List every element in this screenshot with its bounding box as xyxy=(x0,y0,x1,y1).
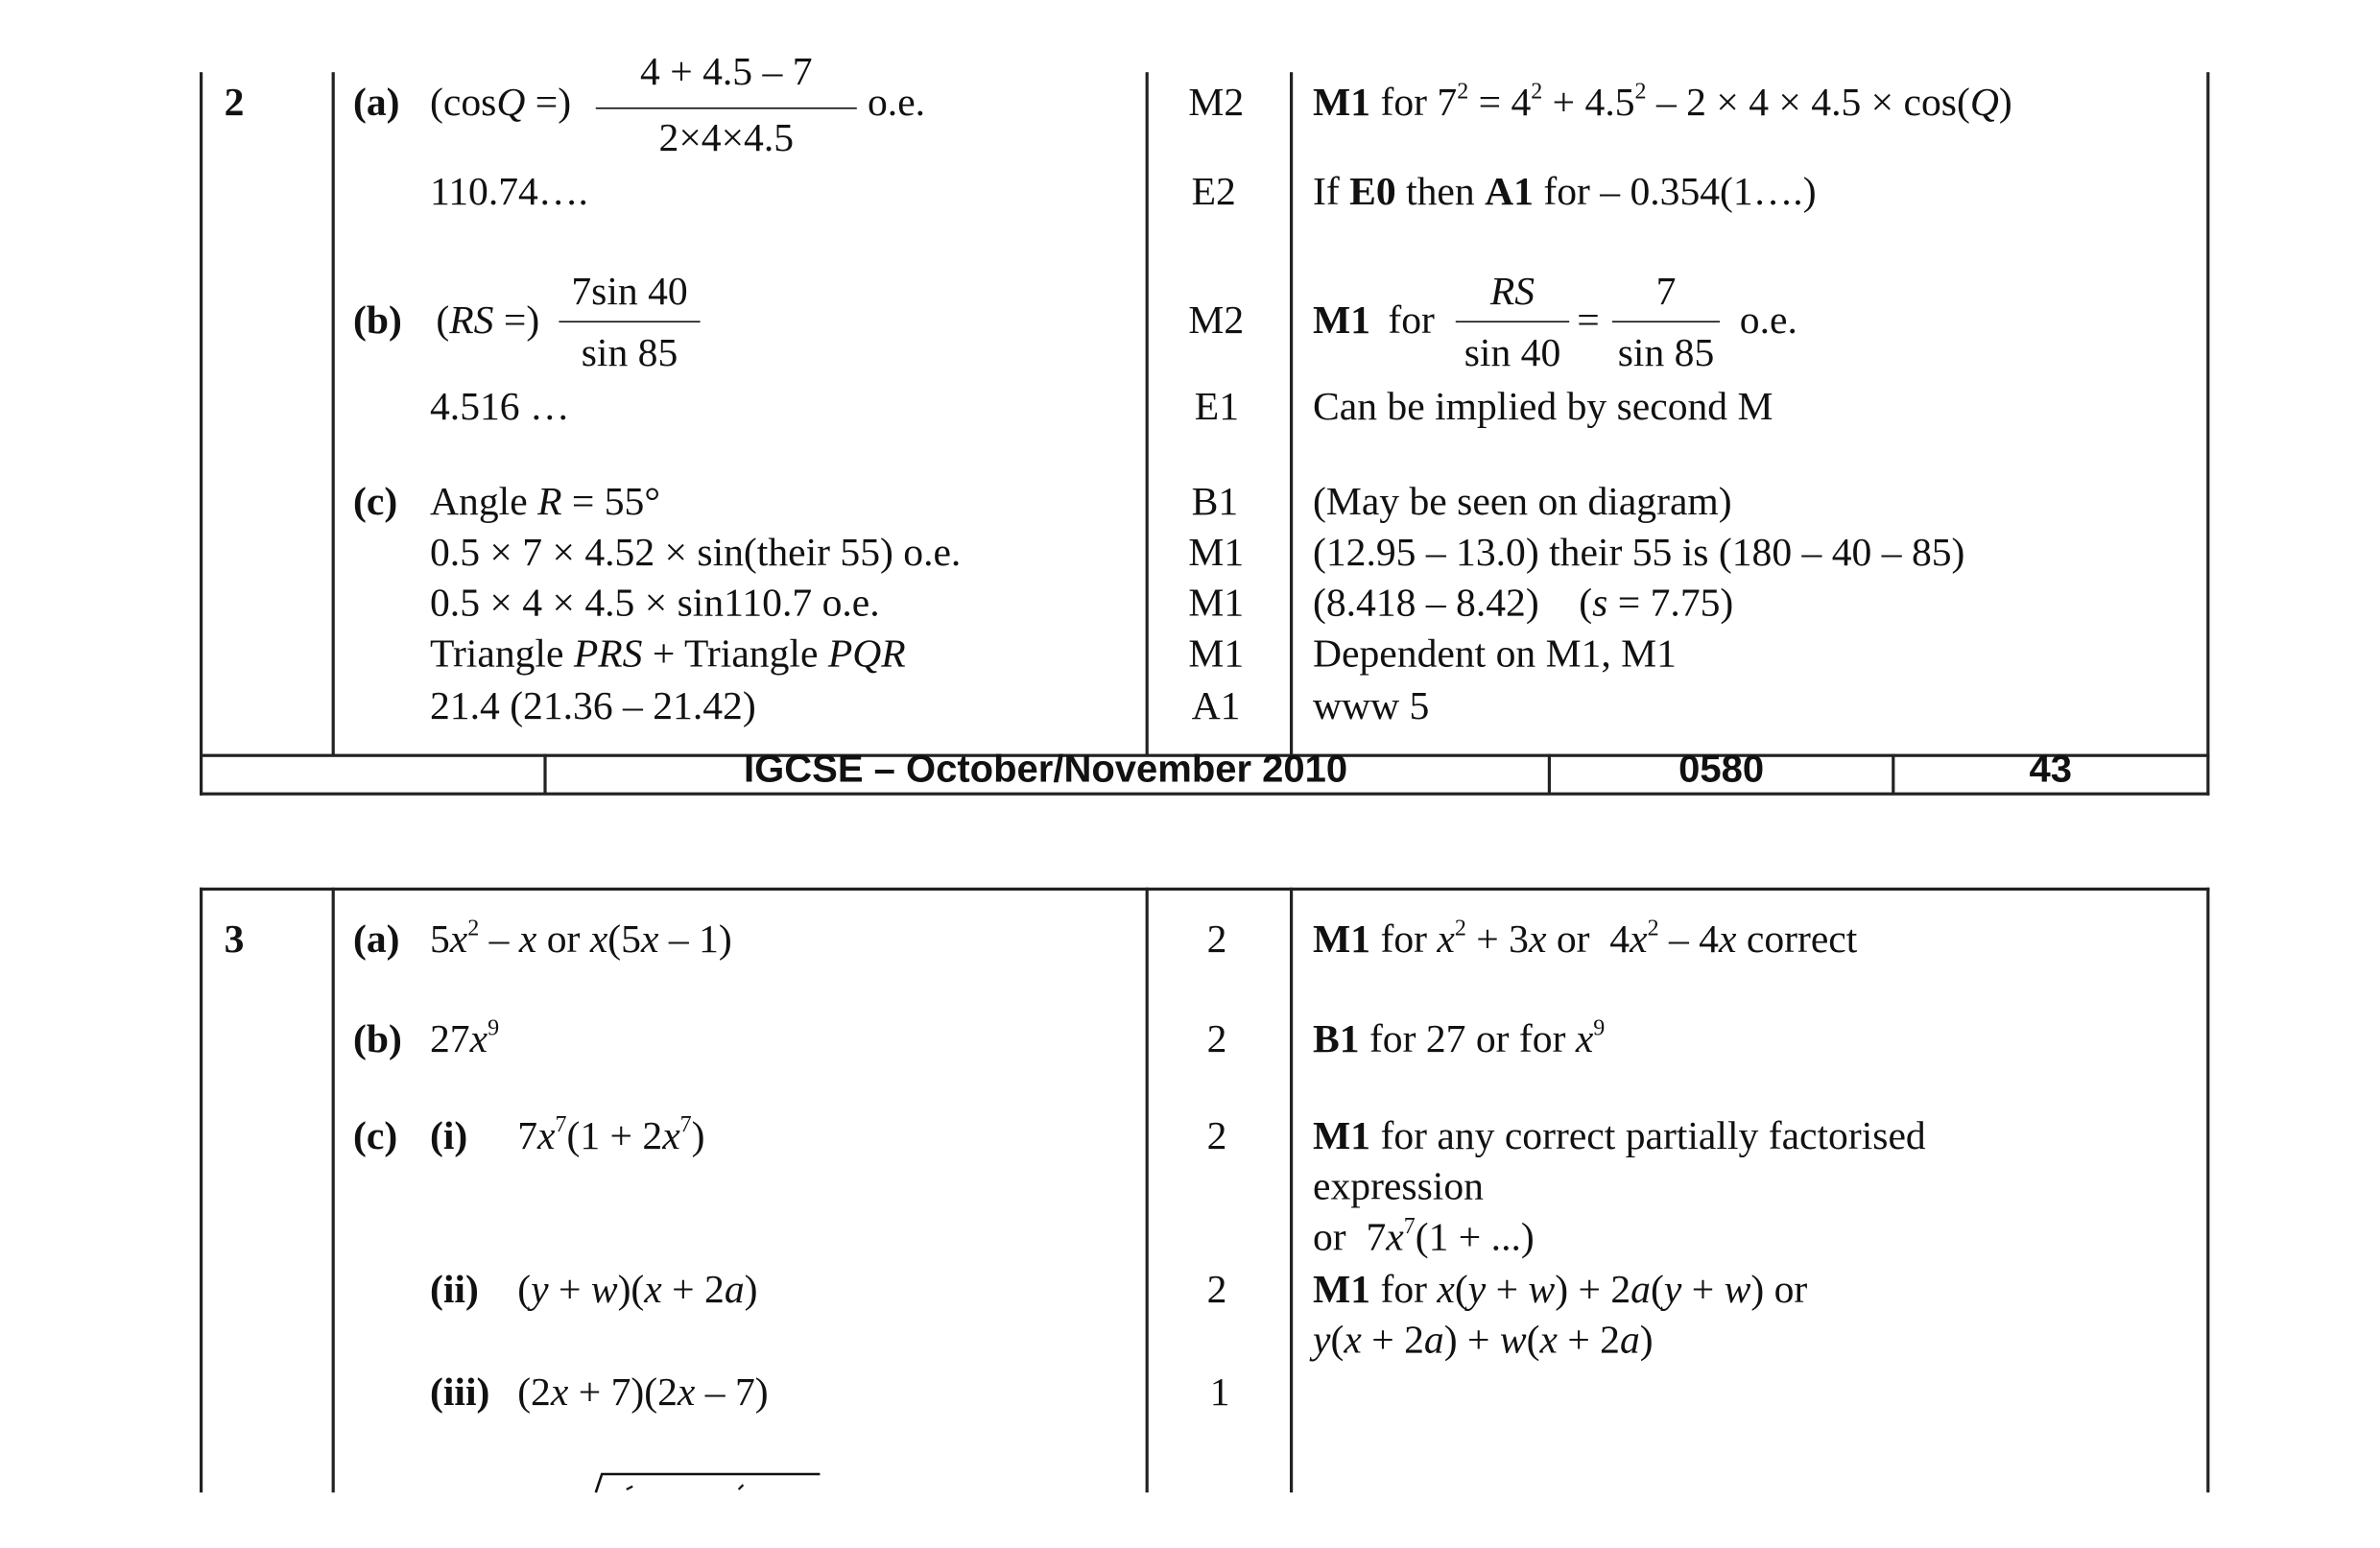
guidance-mark: M1 xyxy=(1313,298,1371,343)
fraction-bar xyxy=(1612,321,1720,322)
guidance-note: expression xyxy=(1313,1163,1484,1209)
mark: E1 xyxy=(1194,384,1240,429)
q3-divider-3 xyxy=(1290,888,1293,1492)
oe-text: o.e. xyxy=(868,80,926,125)
cut-off-radical-sign xyxy=(593,1468,823,1493)
part-label: (a) xyxy=(353,917,400,962)
answer: (y + w)(x + 2a) xyxy=(517,1267,758,1312)
fraction-bar xyxy=(1456,321,1569,322)
q2-right-border xyxy=(2206,72,2209,796)
q3-left-border xyxy=(200,888,202,1492)
subpart-label: (iii) xyxy=(430,1369,490,1415)
fraction-denominator: sin 40 xyxy=(1464,330,1561,375)
guidance-note: B1 for 27 or for $x^9$ xyxy=(1313,1016,1606,1061)
cos-lhs: (cosQ =) xyxy=(430,80,572,125)
guidance-note: (May be seen on diagram) xyxy=(1313,479,1732,524)
q2-divider-3 xyxy=(1290,72,1293,755)
working-line: 0.5 × 4 × 4.5 × sin110.7 o.e. xyxy=(430,580,880,626)
subpart-label: (ii) xyxy=(430,1267,479,1312)
guidance-note: y(x + 2a) + w(x + 2a) xyxy=(1313,1317,1654,1363)
part-label: (c) xyxy=(353,479,398,524)
q2-divider-2 xyxy=(1146,72,1149,755)
equals-sign: = xyxy=(1577,298,1600,343)
guidance-note: or $7x^7(1$ + ...) xyxy=(1313,1214,1535,1259)
q3-divider-1 xyxy=(332,888,335,1492)
fraction-bar xyxy=(596,107,857,109)
guidance-note: M1 for x(y + w) + 2a(y + w) or xyxy=(1313,1267,1808,1312)
mark: A1 xyxy=(1191,683,1241,728)
answer: $27x^9$ xyxy=(430,1016,500,1061)
answer-value: 4.516 … xyxy=(430,384,570,429)
guidance-note: M1 for any correct partially factorised xyxy=(1313,1113,1926,1158)
footer-paper-number: 43 xyxy=(2029,748,2073,791)
guidance-note: M1 for $x^2 + 3x$ or $4x^2 - 4x$ correct xyxy=(1313,917,1858,962)
guidance-note: Can be implied by second M xyxy=(1313,384,1773,429)
guidance-note: M1 for $7^2 = 4^2 + 4.5^2 - 2 \times 4 \times 4.5 \times \cos(Q)$ xyxy=(1313,80,2012,125)
fraction-numerator: 7sin 40 xyxy=(571,269,688,314)
fraction-denominator: 2×4×4.5 xyxy=(658,115,795,160)
fraction-numerator: RS xyxy=(1489,269,1535,314)
guidance-note: If E0 then A1 for – 0.354(1….) xyxy=(1313,169,1817,214)
footer-bottom-line xyxy=(200,793,2209,796)
answer: $7x^7(1 + 2x^7)$ xyxy=(517,1113,705,1158)
working-line: 21.4 (21.36 – 21.42) xyxy=(430,683,756,728)
guidance-note: www 5 xyxy=(1313,683,1430,728)
guidance-note: (8.418 – 8.42) (s = 7.75) xyxy=(1313,580,1734,626)
q2-left-border xyxy=(200,72,202,796)
question-number: 3 xyxy=(224,917,245,962)
guidance-note: Dependent on M1, M1 xyxy=(1313,631,1677,676)
mark: 2 xyxy=(1206,917,1227,962)
working-line: Angle R = 55° xyxy=(430,479,660,524)
fraction-denominator: sin 85 xyxy=(1617,330,1715,375)
working-line: Triangle PRS + Triangle PQR xyxy=(430,631,906,676)
q2-divider-1 xyxy=(332,72,335,755)
footer-syllabus-code: 0580 xyxy=(1678,748,1765,791)
mark: B1 xyxy=(1191,479,1239,524)
fraction-numerator: 7 xyxy=(1655,269,1677,314)
answer-value: 110.74…. xyxy=(430,169,588,214)
part-label: (a) xyxy=(353,80,400,125)
guidance-note: (12.95 – 13.0) their 55 is (180 – 40 – 85) xyxy=(1313,530,1965,575)
mark: M1 xyxy=(1188,530,1245,575)
mark: 2 xyxy=(1206,1016,1227,1061)
subpart-label: (i) xyxy=(430,1113,468,1158)
question-number: 2 xyxy=(224,80,245,125)
mark: M2 xyxy=(1188,298,1245,343)
working-line: 0.5 × 7 × 4.52 × sin(their 55) o.e. xyxy=(430,530,962,575)
mark: M1 xyxy=(1188,580,1245,626)
part-label: (b) xyxy=(353,298,402,343)
footer-exam-title: IGCSE – October/November 2010 xyxy=(744,748,1348,791)
answer: (2x + 7)(2x – 7) xyxy=(517,1369,769,1415)
mark: M2 xyxy=(1188,80,1245,125)
part-label: (b) xyxy=(353,1016,402,1061)
answer: $5x^2$ – x or x(5x – 1) xyxy=(430,917,732,962)
guidance-for: for xyxy=(1388,298,1435,343)
q3-divider-2 xyxy=(1146,888,1149,1492)
fraction-numerator-cut: 4 + 4.5 – 7 xyxy=(640,49,813,94)
oe-text: o.e. xyxy=(1739,298,1797,343)
fraction-denominator: sin 85 xyxy=(581,330,678,375)
fraction-bar xyxy=(559,321,700,322)
mark: M1 xyxy=(1188,631,1245,676)
mark: 2 xyxy=(1206,1113,1227,1158)
rs-lhs: (RS =) xyxy=(436,298,540,343)
q3-top-line xyxy=(200,888,2209,891)
mark: E2 xyxy=(1191,169,1236,214)
q3-right-border xyxy=(2206,888,2209,1492)
mark: 2 xyxy=(1206,1267,1227,1312)
mark: 1 xyxy=(1209,1369,1230,1415)
part-label: (c) xyxy=(353,1113,398,1158)
